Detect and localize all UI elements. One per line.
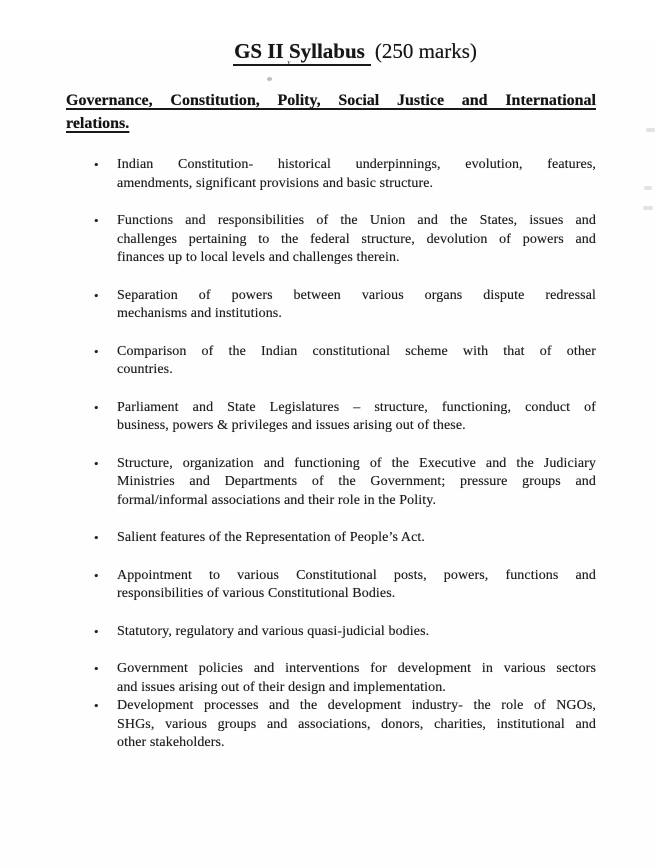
topic-line: Appointment to various Constitutional posts, powers, functions and — [117, 567, 596, 583]
topic-item — [94, 399, 596, 436]
topic-line: Indian Constitution- historical underpinnings, evolution, features, — [117, 157, 596, 172]
topic-text — [117, 287, 596, 324]
bullet-icon: • — [94, 567, 99, 583]
topic-text — [117, 697, 596, 753]
topic-line: Parliament and State Legislatures – structure, functioning, conduct of — [117, 399, 596, 415]
topic-text — [117, 567, 596, 604]
topic-line: Separation of powers between various organs dispute redressal — [117, 287, 596, 303]
topic-item — [94, 156, 596, 193]
topic-line: Comparison of the Indian constitutional scheme with that of other — [117, 343, 596, 359]
bullet-icon: • — [94, 455, 99, 471]
topic-item — [94, 287, 596, 324]
topic-item — [94, 567, 596, 604]
topic-line: amendments, significant provisions and basic structure. — [117, 175, 434, 191]
topic-line: other stakeholders. — [117, 735, 225, 750]
topic-text — [117, 455, 596, 511]
topic-item — [94, 660, 596, 697]
topic-item — [94, 212, 596, 268]
topic-text — [117, 399, 596, 436]
bullet-icon: • — [94, 698, 99, 713]
topic-text — [117, 156, 596, 193]
topic-text — [117, 343, 596, 380]
topic-item — [94, 343, 596, 380]
topic-line: and issues arising out of their design and implementation. — [117, 679, 446, 695]
topic-line: Salient features of the Representation of People’s Act. — [117, 530, 425, 545]
topic-line: Structure, organization and functioning of the Executive and the Judiciary — [117, 455, 596, 471]
topic-item — [94, 455, 596, 511]
bullet-icon: • — [94, 623, 99, 639]
topic-line: finances up to local levels and challenges therein. — [117, 250, 400, 265]
topic-line: responsibilities of various Constitutional Bodies. — [117, 586, 396, 601]
scan-edge-speck — [643, 206, 653, 210]
topic-item — [94, 697, 596, 753]
topic-line: Development processes and the development industry- the role of NGOs, — [117, 698, 596, 713]
topic-line: Government policies and interventions for development in various sectors — [117, 661, 596, 676]
topic-text — [117, 623, 596, 642]
topic-line: formal/informal associations and their role in the Polity. — [117, 492, 437, 508]
title-text: GS II Syllabus — [233, 39, 371, 66]
bullet-icon: • — [94, 399, 99, 415]
topic-item — [94, 529, 596, 548]
title-marks-text: (250 marks) — [374, 39, 477, 63]
topic-line: mechanisms and institutions. — [117, 306, 282, 321]
topic-line: business, powers & privileges and issues arising out of these. — [117, 418, 466, 433]
bullet-icon: • — [94, 661, 99, 676]
topic-text — [117, 529, 596, 548]
document-page — [0, 38, 658, 868]
topic-line: SHGs, various groups and associations, donors, charities, institutional and — [117, 716, 596, 732]
topic-line: Functions and responsibilities of the Union and the States, issues and — [117, 213, 596, 228]
scan-edge-speck — [644, 186, 652, 190]
scan-edge-speck — [646, 128, 655, 132]
section-heading-line-1: Governance, Constitution, Polity, Social Justice and International — [66, 92, 596, 109]
bullet-icon: • — [94, 213, 99, 228]
bullet-icon: • — [94, 343, 99, 359]
section-heading — [66, 89, 596, 135]
topic-text — [117, 660, 596, 697]
topic-line: Ministries and Departments of the Government; pressure groups and — [117, 474, 596, 489]
document-title — [115, 38, 595, 65]
bullet-icon: • — [94, 530, 99, 545]
section-heading-line-2: relations. — [66, 115, 130, 132]
topic-line: challenges pertaining to the federal structure, devolution of powers and — [117, 231, 596, 247]
syllabus-topic-list — [94, 156, 658, 753]
scan-artifact-speck — [267, 77, 272, 81]
bullet-icon: • — [94, 287, 99, 303]
topic-line: Statutory, regulatory and various quasi-judicial bodies. — [117, 623, 430, 639]
topic-line: countries. — [117, 362, 173, 377]
topic-item — [94, 623, 596, 642]
bullet-icon: • — [94, 157, 99, 172]
topic-text — [117, 212, 596, 268]
